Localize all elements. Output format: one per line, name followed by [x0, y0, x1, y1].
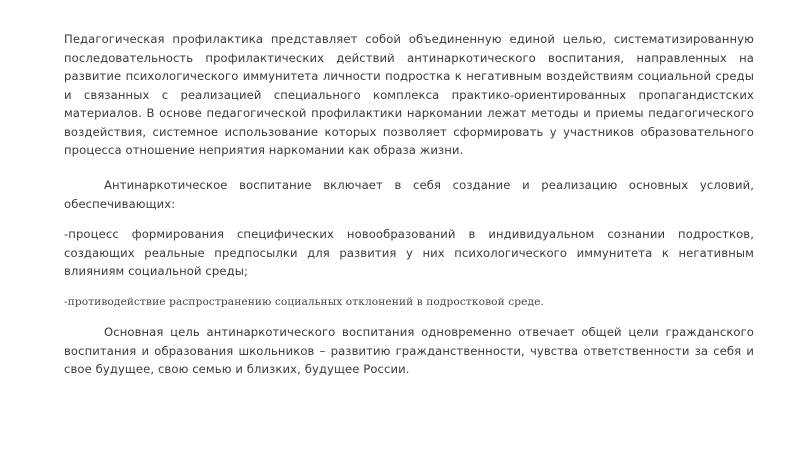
paragraph-anti-drug-education-conditions: Антинаркотическое воспитание включает в себя создание и реализацию основных условий, обеспечивающих:	[64, 178, 754, 211]
list-item-formation-process: -процесс формирования специфических новообразований в индивидуальном сознании подростков, создающих реальные предпосылки для развития у них психологического иммунитета к негативным влияниям социальной среды;	[64, 227, 754, 278]
list-item-counteraction: -противодействие распространению социальных отклонений в подростковой среде.	[64, 296, 544, 308]
paragraph-prevention-definition: Педагогическая профилактика представляет собой объединенную единой целью, систематизированную последовательность профилактических действий антинаркотического воспитания, направленных на развитие психологического иммунитета личности подростка к негативным воздействиям социальной среды и связанных с реализацией специального комплекса практико-ориентированных пропагандистских материалов. В основе педагогической профилактики наркомании лежат методы и приемы педагогического воздействия, системное использование которых позволяет сформировать у участников образовательного процесса отношение неприятия наркомании как образа жизни.	[64, 32, 754, 157]
paragraph-main-goal: Основная цель антинаркотического воспитания одновременно отвечает общей цели гражданского воспитания и образования школьников – развитию гражданственности, чувства ответственности за себя и свое будущее, свою семью и близких, будущее России.	[64, 325, 754, 376]
